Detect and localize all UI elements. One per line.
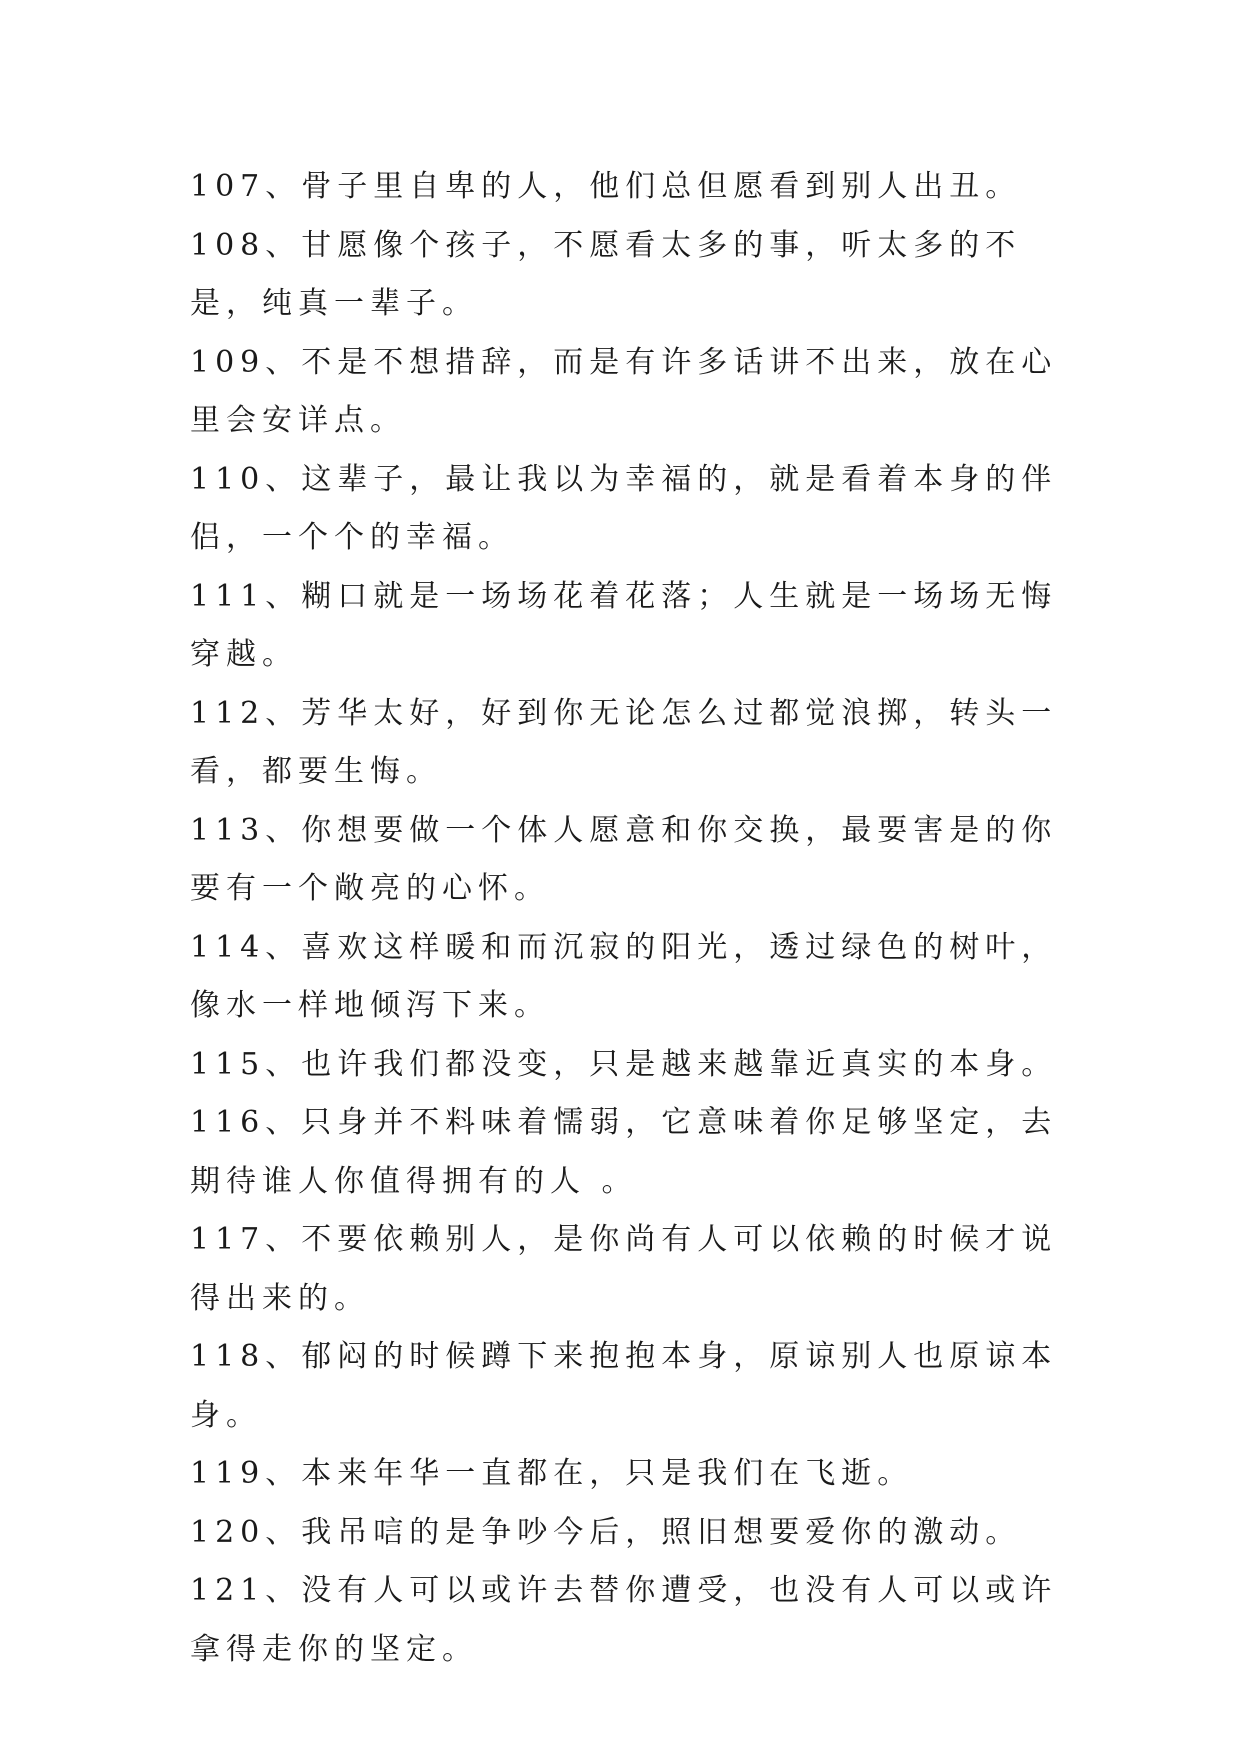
paragraph-113: 113、你想要做一个体人愿意和你交换，最要害是的你要有一个敞亮的心怀。 — [190, 812, 1058, 906]
paragraph-114: 114、喜欢这样暖和而沉寂的阳光，透过绿色的树叶，像水一样地倾泻下来。 — [190, 929, 1058, 1023]
paragraph-117: 117、不要依赖别人，是你尚有人可以依赖的时候才说得出来的。 — [190, 1222, 1058, 1316]
paragraph-118: 118、郁闷的时候蹲下来抱抱本身，原谅别人也原谅本身。 — [190, 1339, 1058, 1433]
paragraph-119: 119、本来年华一直都在，只是我们在飞逝。 — [190, 1456, 914, 1491]
paragraph-111: 111、糊口就是一场场花着花落；人生就是一场场无悔穿越。 — [190, 578, 1058, 672]
paragraph-107: 107、骨子里自卑的人，他们总但愿看到别人出丑。 — [190, 169, 1022, 204]
paragraph-108: 108、甘愿像个孩子，不愿看太多的事，听太多的不是，纯真一辈子。 — [190, 227, 1022, 321]
paragraph-112: 112、芳华太好，好到你无论怎么过都觉浪掷，转头一看，都要生悔。 — [190, 695, 1058, 789]
paragraph-115: 115、也许我们都没变，只是越来越靠近真实的本身。 — [190, 1046, 1058, 1082]
paragraph-120: 120、我吊唁的是争吵今后，照旧想要爱你的激动。 — [190, 1514, 1022, 1550]
paragraph-110: 110、这辈子，最让我以为幸福的，就是看着本身的伴侣，一个个的幸福。 — [190, 461, 1058, 555]
text-body — [190, 158, 1070, 1679]
paragraph-121: 121、没有人可以或许去替你遭受，也没有人可以或许拿得走你的坚定。 — [190, 1573, 1058, 1667]
paragraph-109: 109、不是不想措辞，而是有许多话讲不出来，放在心里会安详点。 — [190, 344, 1058, 438]
paragraph-116: 116、只身并不料味着懦弱，它意味着你足够坚定，去期待谁人你值得拥有的人 。 — [190, 1105, 1058, 1199]
